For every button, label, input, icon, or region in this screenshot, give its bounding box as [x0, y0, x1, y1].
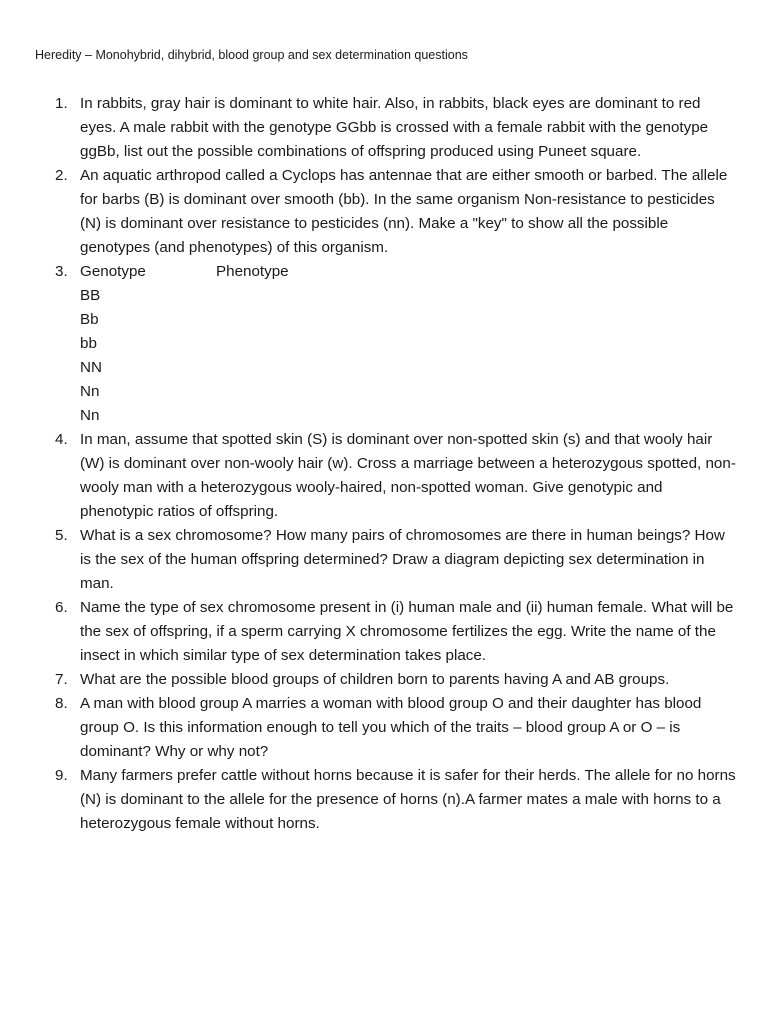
- question-item-7: [46, 668, 736, 692]
- question-item-1: [46, 92, 736, 164]
- genotype-row: bb: [80, 335, 97, 352]
- question-item-6: [46, 596, 736, 668]
- question-number: 8.: [55, 695, 68, 712]
- question-number: 2.: [55, 167, 68, 184]
- question-item-8: [46, 692, 736, 764]
- question-text: Many farmers prefer cattle without horns because it is safer for their herds. The allele for no horns (N) is dominant to the allele for the presence of horns (n).A farmer mates a male with horns to a heterozygous female without horns.: [80, 767, 736, 832]
- question-text: In rabbits, gray hair is dominant to white hair. Also, in rabbits, black eyes are dominant to red eyes. A male rabbit with the genotype GGbb is crossed with a female rabbit with the genotype ggBb, list out the possible combinations of offspring produced using Puneet square.: [80, 95, 709, 160]
- question-item-9: [46, 764, 736, 836]
- genotype-row: NN: [80, 359, 102, 376]
- question-number: 7.: [55, 671, 68, 688]
- genotype-row: Nn: [80, 407, 100, 424]
- question-item-5: [46, 524, 736, 596]
- question-text: An aquatic arthropod called a Cyclops has antennae that are either smooth or barbed. The allele for barbs (B) is dominant over smooth (bb). In the same organism Non-resistance to pesticides (N) is dominant over resistance to pesticides (nn). Make a "key" to show all the possible genotypes (and phenotypes) of this organism.: [80, 167, 728, 256]
- document-title: Heredity – Monohybrid, dihybrid, blood group and sex determination questions: [35, 48, 468, 62]
- question-text: Name the type of sex chromosome present in (i) human male and (ii) human female. What will be the sex of offspring, if a sperm carrying X chromosome fertilizes the egg. Write the name of the insect in which similar type of sex determination takes place.: [80, 599, 734, 664]
- genotype-row: BB: [80, 287, 101, 304]
- genotype-key-table: [80, 260, 736, 428]
- question-text: What is a sex chromosome? How many pairs of chromosomes are there in human beings? How is the sex of the human offspring determined? Draw a diagram depicting sex determination in man.: [80, 527, 725, 592]
- genotype-table-header: [80, 260, 736, 284]
- question-number: 3.: [55, 263, 68, 280]
- genotype-row: Nn: [80, 383, 100, 400]
- question-number: 6.: [55, 599, 68, 616]
- question-number: 1.: [55, 95, 68, 112]
- phenotype-header: Phenotype: [216, 263, 289, 280]
- question-text: A man with blood group A marries a woman with blood group O and their daughter has blood group O. Is this information enough to tell you which of the traits – blood group A or O – is dominant? Why or why not?: [80, 695, 702, 760]
- question-number: 5.: [55, 527, 68, 544]
- question-number: 4.: [55, 431, 68, 448]
- genotype-row: Bb: [80, 311, 99, 328]
- genotype-header: Genotype: [80, 263, 146, 280]
- question-list: [46, 92, 736, 836]
- question-item-2: [46, 164, 736, 260]
- question-number: 9.: [55, 767, 68, 784]
- question-item-4: [46, 428, 736, 524]
- question-item-3: [46, 260, 736, 428]
- question-text: In man, assume that spotted skin (S) is dominant over non-spotted skin (s) and that wooly hair (W) is dominant over non-wooly hair (w). Cross a marriage between a heterozygous spotted, non-wooly man with a heterozygous wooly-haired, non-spotted woman. Give genotypic and phenotypic ratios of offspring.: [80, 431, 736, 520]
- question-text: What are the possible blood groups of children born to parents having A and AB groups.: [80, 671, 670, 688]
